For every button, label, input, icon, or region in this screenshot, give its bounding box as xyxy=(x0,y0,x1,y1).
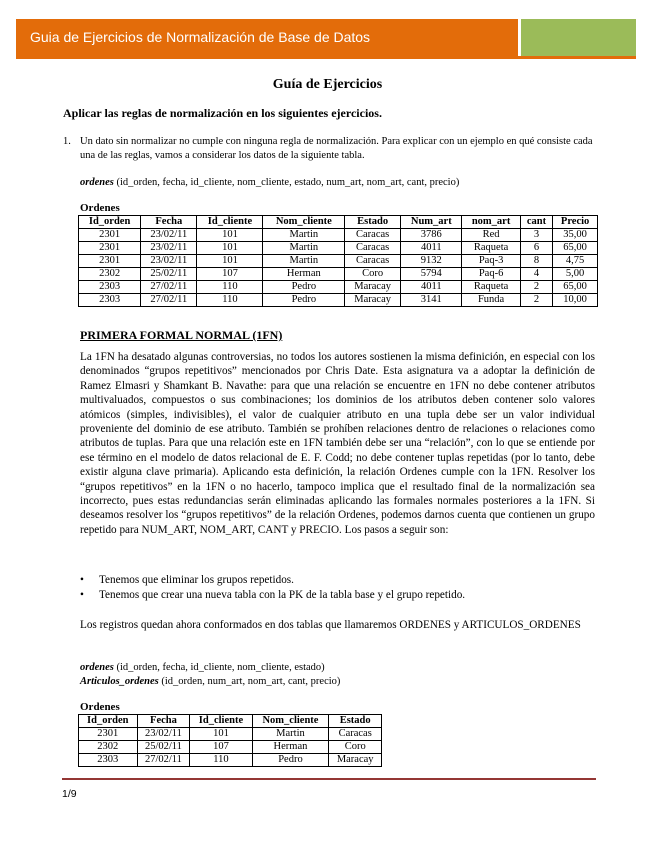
table-cell: 2302 xyxy=(79,268,141,281)
paragraph-1fn xyxy=(80,350,595,537)
paragraph-2: Los registros quedan ahora conformados en dos tablas que llamaremos ORDENES y ARTICULOS_ORDENES xyxy=(80,619,581,631)
schema-name: ordenes xyxy=(80,662,114,673)
table-cell: 6 xyxy=(520,242,552,255)
table-cell: Herman xyxy=(263,268,345,281)
table-cell: 110 xyxy=(197,281,263,294)
table2-caption: Ordenes xyxy=(80,701,120,713)
column-header: Fecha xyxy=(141,216,197,229)
page-number: 1/9 xyxy=(62,788,77,800)
table-row xyxy=(79,255,598,268)
table-cell: Red xyxy=(462,229,520,242)
table-cell: Coro xyxy=(345,268,401,281)
table-cell: 3141 xyxy=(401,294,462,307)
column-header: Id_orden xyxy=(79,216,141,229)
column-header: Id_cliente xyxy=(190,715,252,728)
table-cell: 107 xyxy=(197,268,263,281)
table-cell: 9132 xyxy=(401,255,462,268)
table-cell: 101 xyxy=(197,229,263,242)
table-header-row xyxy=(79,715,382,728)
bullet-item xyxy=(80,588,465,602)
table-cell: 27/02/11 xyxy=(141,281,197,294)
table-cell: Raqueta xyxy=(462,281,520,294)
table-cell: 2303 xyxy=(79,281,141,294)
table-cell: 110 xyxy=(197,294,263,307)
table-cell: 23/02/11 xyxy=(141,255,197,268)
table-cell: Herman xyxy=(252,741,329,754)
table-cell: 35,00 xyxy=(553,229,598,242)
table-row xyxy=(79,268,598,281)
page-title: Guía de Ejercicios xyxy=(272,77,383,92)
bullet-icon: • xyxy=(80,589,84,601)
section-title: PRIMERA FORMAL NORMAL (1FN) xyxy=(80,328,283,342)
table-cell: 2301 xyxy=(79,242,141,255)
ordenes-table-2 xyxy=(78,714,382,767)
table-cell: Pedro xyxy=(263,294,345,307)
table-cell: 8 xyxy=(520,255,552,268)
schema-name: Articulos_ordenes xyxy=(80,676,159,687)
table-cell: Maracay xyxy=(345,294,401,307)
bullet-icon: • xyxy=(80,574,84,586)
table-cell: 4011 xyxy=(401,242,462,255)
table-row xyxy=(79,754,382,767)
table-cell: 4,75 xyxy=(553,255,598,268)
table-cell: 2301 xyxy=(79,255,141,268)
column-header: Fecha xyxy=(137,715,190,728)
table-cell: 4011 xyxy=(401,281,462,294)
table-cell: 2301 xyxy=(79,229,141,242)
bullet-item xyxy=(80,573,294,587)
table-cell: 10,00 xyxy=(553,294,598,307)
item-text: Un dato sin normalizar no cumple con ninguna regla de normalización. Para explicar con un ejemplo en qué consiste cada una de las reglas, vamos a considerar los datos de la siguiente tabla. xyxy=(80,136,593,161)
header-bar xyxy=(16,19,518,56)
table-cell: Martin xyxy=(263,242,345,255)
table-cell: 5,00 xyxy=(553,268,598,281)
header-green-block xyxy=(521,19,636,56)
table-cell: 25/02/11 xyxy=(141,268,197,281)
table-cell: 2 xyxy=(520,294,552,307)
ordenes-table xyxy=(78,215,598,307)
table-cell: Martin xyxy=(263,229,345,242)
table-row xyxy=(79,242,598,255)
schema-attrs: (id_orden, fecha, id_cliente, nom_cliente, estado) xyxy=(113,662,325,673)
table-row xyxy=(79,741,382,754)
table-cell: Maracay xyxy=(329,754,382,767)
table-cell: Maracay xyxy=(345,281,401,294)
column-header: Precio xyxy=(553,216,598,229)
table-cell: 25/02/11 xyxy=(137,741,190,754)
column-header: cant xyxy=(520,216,552,229)
table-cell: 2302 xyxy=(79,741,138,754)
page-subtitle: Aplicar las reglas de normalización en los siguientes ejercicios. xyxy=(63,106,382,120)
footer-line xyxy=(62,778,596,780)
column-header: Id_cliente xyxy=(197,216,263,229)
column-header: Nom_cliente xyxy=(263,216,345,229)
header-title: Guia de Ejercicios de Normalización de Base de Datos xyxy=(30,29,371,45)
table-row xyxy=(79,281,598,294)
table-cell: 5794 xyxy=(401,268,462,281)
table-row xyxy=(79,229,598,242)
table-cell: 65,00 xyxy=(553,281,598,294)
exercise-item-1 xyxy=(63,135,598,163)
schema-attrs: (id_orden, num_art, nom_art, cant, precio) xyxy=(158,676,341,687)
table-header-row xyxy=(79,216,598,229)
column-header: Nom_cliente xyxy=(252,715,329,728)
table-cell: 101 xyxy=(197,255,263,268)
column-header: Id_orden xyxy=(79,715,138,728)
column-header: Num_art xyxy=(401,216,462,229)
table-cell: 4 xyxy=(520,268,552,281)
table-cell: 101 xyxy=(190,728,252,741)
column-header: Estado xyxy=(345,216,401,229)
table-cell: 23/02/11 xyxy=(137,728,190,741)
table-cell: Coro xyxy=(329,741,382,754)
table-cell: 27/02/11 xyxy=(141,294,197,307)
paragraph-text: La 1FN ha desatado algunas controversias, no todos los autores sostienen la misma definición, en especial con los denominados “grupos repetitivos” mencionados por Chris Date. Esta asignatura va a adoptar la definición de Ramez Elmasri y Shamkant B. Navathe: para que una relación se encuentre en 1FN no debe contener atributos multivaluados, compuestos o sus combinaciones; los dominios de los atributos deben contener solo valores atómicos (simples, indivisibles), el valor de cualquier atributo en una tupla debe ser un valor individual proveniente del dominio de ese atributo. También se prohíben relaciones dentro de relaciones o relaciones como atributos de tuplas. Para que una relación este en 1FN también debe ser una “relación”, con lo que se entiende por ese término en el modelo de datos relacional de E. F. Codd; no debe contener tuplas repetidas (por lo tanto, debe existir alguna clave primaria). Aplicando esta definición, la relación Ordenes cumple con la 1FN. Resolver los “grupos repetitivos” en la 1FN o no hacerlo, tampoco implica que el resultado final de la normalización sea incorrecto, pues estas redundancias serán eliminadas aplicando las formales normales posteriores a la 1FN. Si deseamos resolver los “grupos repetitivos” de la relación Ordenes, podemos darnos cuenta que contienen un grupo repetido para NUM_ART, NOM_ART, CANT y PRECIO. Los pasos a seguir son: xyxy=(80,351,595,536)
table-cell: Caracas xyxy=(345,255,401,268)
schema-ordenes-2 xyxy=(80,661,325,675)
table-cell: 3 xyxy=(520,229,552,242)
schema-attrs: (id_orden, fecha, id_cliente, nom_cliente, estado, num_art, nom_art, cant, precio) xyxy=(113,177,460,188)
table-cell: 65,00 xyxy=(553,242,598,255)
table-cell: 27/02/11 xyxy=(137,754,190,767)
table-cell: Raqueta xyxy=(462,242,520,255)
table-cell: Martin xyxy=(252,728,329,741)
column-header: nom_art xyxy=(462,216,520,229)
table-row xyxy=(79,294,598,307)
column-header: Estado xyxy=(329,715,382,728)
table-cell: Caracas xyxy=(345,242,401,255)
table1-caption: Ordenes xyxy=(80,202,120,214)
table-cell: 2303 xyxy=(79,754,138,767)
table-cell: Pedro xyxy=(252,754,329,767)
table-cell: 23/02/11 xyxy=(141,229,197,242)
table-cell: Paq-6 xyxy=(462,268,520,281)
header-underline xyxy=(16,56,636,59)
bullet-text: Tenemos que eliminar los grupos repetidos. xyxy=(99,574,294,586)
table-row xyxy=(79,728,382,741)
table-cell: 23/02/11 xyxy=(141,242,197,255)
table-cell: 107 xyxy=(190,741,252,754)
schema-name: ordenes xyxy=(80,177,114,188)
table-cell: 2301 xyxy=(79,728,138,741)
item-number: 1. xyxy=(63,136,71,147)
bullet-text: Tenemos que crear una nueva tabla con la PK de la tabla base y el grupo repetido. xyxy=(99,589,466,601)
table-cell: Pedro xyxy=(263,281,345,294)
schema-ordenes xyxy=(80,176,459,190)
table-cell: 2303 xyxy=(79,294,141,307)
table-cell: Funda xyxy=(462,294,520,307)
table-cell: 101 xyxy=(197,242,263,255)
table-cell: Caracas xyxy=(329,728,382,741)
table-cell: Martin xyxy=(263,255,345,268)
table-cell: Paq-3 xyxy=(462,255,520,268)
schema-articulos-ordenes xyxy=(80,675,340,689)
table-cell: 110 xyxy=(190,754,252,767)
table-cell: 3786 xyxy=(401,229,462,242)
table-cell: 2 xyxy=(520,281,552,294)
table-cell: Caracas xyxy=(345,229,401,242)
